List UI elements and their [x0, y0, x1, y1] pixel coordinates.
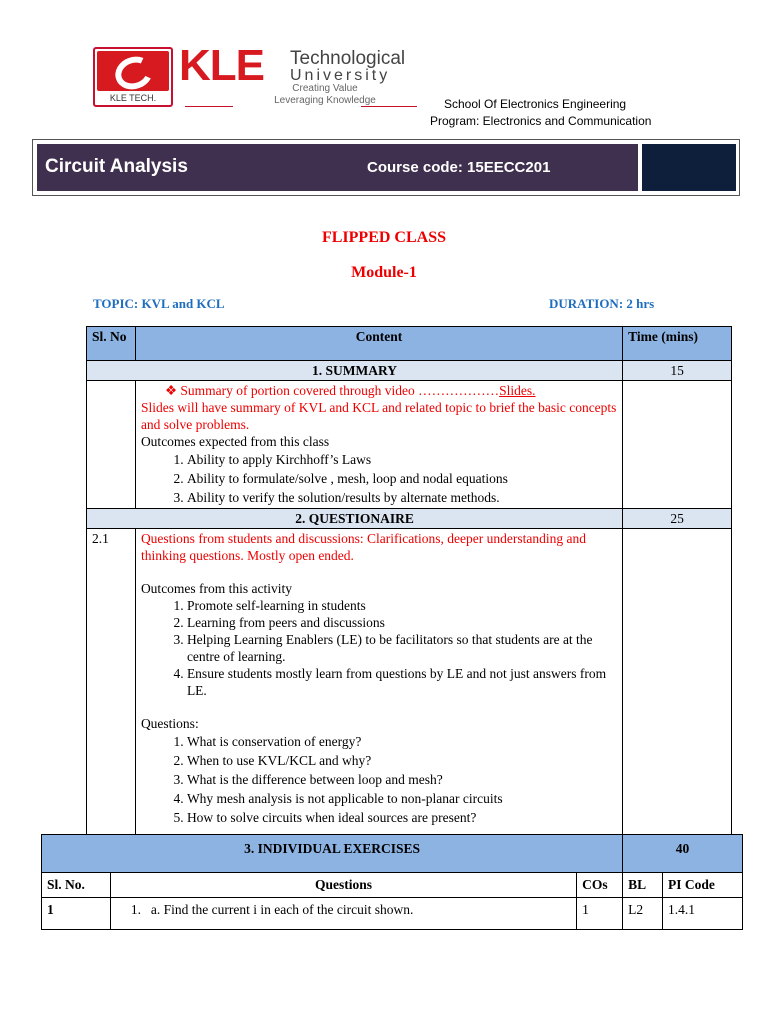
- list-item: 2. Learning from peers and discussions: [187, 614, 617, 631]
- header-content: Content: [135, 327, 622, 361]
- questions-label: Questions:: [140, 716, 199, 731]
- slides-link[interactable]: Slides.: [499, 383, 536, 398]
- questionaire-slno: 2.1: [87, 529, 136, 844]
- list-item: 3. What is the difference between loop and mesh?: [187, 770, 617, 789]
- ex-row-slno: 1: [42, 898, 111, 930]
- summary-content: [135, 381, 622, 509]
- header-time: Time (mins): [623, 327, 732, 361]
- summary-outcomes-list: [141, 450, 617, 507]
- logo-rule-right: [361, 106, 417, 107]
- ex-row-question: 1. a. Find the current i in each of the circuit shown.: [110, 898, 576, 930]
- logo-badge-text: KLE TECH.: [109, 93, 157, 103]
- questionaire-outcomes-list: [141, 597, 617, 699]
- questionaire-outcomes-label: Outcomes from this activity: [140, 581, 293, 596]
- logo-brand: KLE: [179, 41, 264, 90]
- logo-rule-left: [185, 106, 233, 107]
- ex-header-slno: Sl. No.: [42, 873, 111, 898]
- exercises-header-row: [42, 873, 743, 898]
- course-banner: [32, 139, 740, 196]
- kle-logo: [93, 41, 423, 111]
- diamond-bullet-icon: ❖: [164, 383, 178, 398]
- ex-header-cos: COs: [577, 873, 623, 898]
- lesson-table: [86, 326, 732, 844]
- summary-section-row: [87, 361, 732, 381]
- list-item: 1. What is conservation of energy?: [187, 732, 617, 751]
- ex-header-questions: Questions: [110, 873, 576, 898]
- program-name: Program: Electronics and Communication: [430, 114, 652, 128]
- list-item: 3. Helping Learning Enablers (LE) to be facilitators so that students are at the centre of learning.: [187, 631, 617, 665]
- questionaire-content: [135, 529, 622, 844]
- module-title: Module-1: [351, 264, 417, 281]
- topic-label: TOPIC: KVL and KCL: [93, 296, 225, 311]
- questionaire-time-empty: [623, 529, 732, 844]
- exercises-time: 40: [623, 835, 743, 873]
- summary-description: Slides will have summary of KVL and KCL and related topic to brief the basic concepts and solve problems.: [140, 400, 617, 432]
- logo-line2: University: [290, 67, 391, 84]
- summary-content-row: [87, 381, 732, 509]
- list-item: 1. Ability to apply Kirchhoff’s Laws: [187, 450, 617, 469]
- questionaire-intro: Questions from students and discussions: Clarifications, deeper understanding and thinking questions. Mostly open ended.: [140, 531, 586, 563]
- header-slno: Sl. No: [87, 327, 136, 361]
- list-item: 2. When to use KVL/KCL and why?: [187, 751, 617, 770]
- questionaire-title: 2. QUESTIONAIRE: [87, 509, 623, 529]
- ex-row-bl: L2: [623, 898, 663, 930]
- page-title: FLIPPED CLASS: [321, 229, 447, 246]
- list-item: 4. Ensure students mostly learn from questions by LE and not just answers from LE.: [187, 665, 617, 699]
- swirl-icon: [111, 51, 158, 94]
- logo-tagline: Creating Value Leveraging Knowledge: [274, 83, 376, 106]
- school-name: School Of Electronics Engineering: [444, 97, 627, 111]
- course-banner-main: [37, 144, 638, 191]
- table-row: [42, 898, 743, 930]
- questionaire-section-row: [87, 509, 732, 529]
- ex-row-number: 1.: [130, 902, 142, 917]
- questionaire-time: 25: [623, 509, 732, 529]
- summary-time-empty: [623, 381, 732, 509]
- list-item: 1. Promote self-learning in students: [187, 597, 617, 614]
- summary-bullet: ❖ Summary of portion covered through video ………………Slides.: [164, 383, 536, 398]
- summary-slno: [87, 381, 136, 509]
- course-title: Circuit Analysis: [45, 156, 188, 177]
- exercises-table: [41, 834, 743, 930]
- questions-list: [141, 732, 617, 827]
- logo-badge: [93, 47, 173, 107]
- list-item: 5. How to solve circuits when ideal sources are present?: [187, 808, 617, 827]
- ex-row-cos: 1: [577, 898, 623, 930]
- exercises-section-row: [42, 835, 743, 873]
- course-code: Course code: 15EECC201: [367, 159, 551, 176]
- table-header-row: [87, 327, 732, 361]
- ex-header-pi: PI Code: [663, 873, 743, 898]
- summary-title: 1. SUMMARY: [87, 361, 623, 381]
- duration-label: DURATION: 2 hrs: [549, 296, 655, 311]
- ex-header-bl: BL: [623, 873, 663, 898]
- ex-row-pi: 1.4.1: [663, 898, 743, 930]
- list-item: 2. Ability to formulate/solve , mesh, loop and nodal equations: [187, 469, 617, 488]
- logo-line1: Technological: [290, 48, 406, 69]
- summary-time: 15: [623, 361, 732, 381]
- list-item: 3. Ability to verify the solution/results by alternate methods.: [187, 488, 617, 507]
- summary-outcomes-label: Outcomes expected from this class: [140, 434, 330, 449]
- exercises-title: 3. INDIVIDUAL EXERCISES: [42, 835, 623, 873]
- list-item: 4. Why mesh analysis is not applicable to non-planar circuits: [187, 789, 617, 808]
- questionaire-content-row: [87, 529, 732, 844]
- course-banner-accent: [642, 144, 736, 191]
